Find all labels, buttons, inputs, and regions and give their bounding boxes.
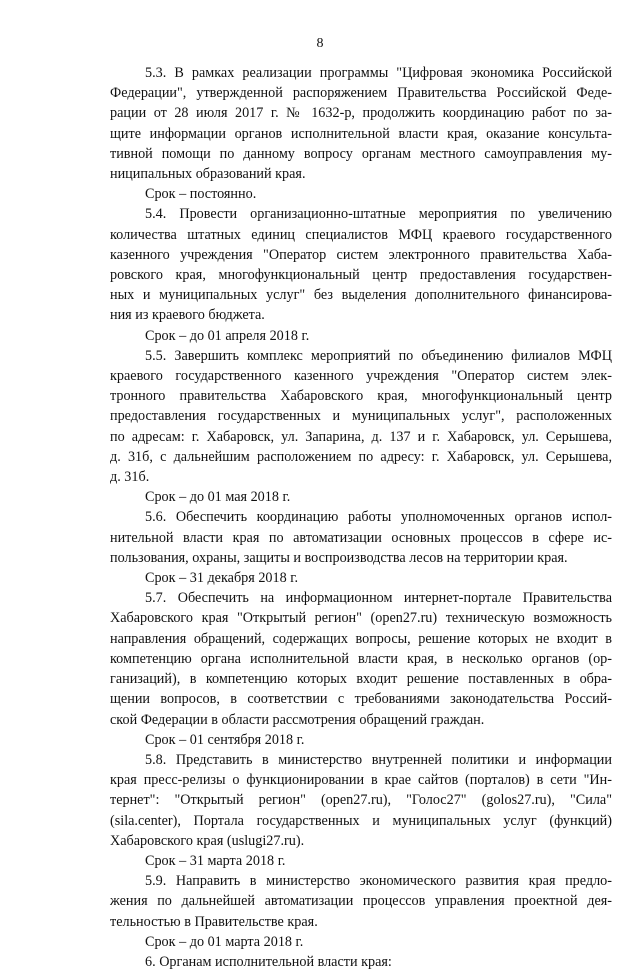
text-line: (sila.center), Портала государственных и муниципальных услуг (функций) [110,812,612,829]
text-line: пользования, охраны, защиты и воспроизводства лесов на территории края. [110,549,568,566]
text-line: ных и муниципальных услуг" без выделения дополнительного финансирова- [110,287,612,304]
text-line: ской Федерации в области рассмотрения обращений граждан. [110,711,485,728]
paragraph [110,952,612,972]
paragraph [110,346,612,487]
paragraph [110,730,612,750]
paragraph [110,184,612,204]
text-line: Срок – до 01 марта 2018 г. [145,933,304,950]
text-line: ниципальных образований края. [110,166,306,183]
text-line: направления обращений, содержащих вопросы, решение которых не входит в [110,630,612,647]
page-number: 8 [316,36,324,51]
text-line: краевого государственного казенного учреждения "Оператор систем элек- [110,368,612,385]
text-line: казенного учреждения "Оператор систем электронного правительства Хаба- [110,246,612,263]
text-line: тельностью в Правительстве края. [110,913,318,930]
paragraph [110,750,612,851]
text-line: Срок – 31 марта 2018 г. [145,852,286,869]
text-line: д. 31б. [110,469,150,486]
text-line: количества штатных единиц специалистов МФЦ краевого государственного [110,226,612,243]
document-body [110,63,612,972]
text-line: Федерации", утвержденной распоряжением Правительства Российской Феде- [110,85,612,102]
text-line: Хабаровского края (uslugi27.ru). [110,832,305,849]
text-line: рации от 28 июля 2017 г. № 1632-р, продолжить координацию работ по за- [110,105,612,122]
text-line: компетенцию органа исполнительной власти края, в несколько органов (ор- [110,650,612,667]
text-line: Срок – постоянно. [145,186,257,203]
text-line: 5.6. Обеспечить координацию работы уполномоченных органов испол- [145,509,612,526]
text-line: 6. Органам исполнительной власти края: [145,953,392,970]
text-line: тивной помощи по данному вопросу органам местного самоуправления му- [110,145,612,162]
text-line: жения по дальнейшей автоматизации процессов управления проектной дея- [110,893,612,910]
paragraph [110,487,612,507]
paragraph [110,568,612,588]
paragraph [110,932,612,952]
text-line: Хабаровского края "Открытый регион" (open27.ru) техническую возможность [110,610,612,627]
paragraph [110,851,612,871]
text-line: предоставления государственных и муниципальных услуг", расположенных [110,408,612,425]
text-line: 5.8. Представить в министерство внутренней политики и информации [145,751,612,768]
text-line: 5.9. Направить в министерство экономического развития края предло- [145,873,612,890]
text-line: нительной власти края по автоматизации основных процессов в сфере ис- [110,529,612,546]
text-line: д. 31б, с дальнейшим расположением по адресу: г. Хабаровск, ул. Серышева, [110,448,612,465]
text-line: 5.3. В рамках реализации программы "Цифровая экономика Российской [145,65,612,81]
paragraph [110,204,612,325]
paragraph [110,63,612,184]
text-line: щите информации органов исполнительной власти края, оказание консульта- [110,125,612,142]
paragraph [110,507,612,568]
text-line: щении вопросов, в соответствии с требованиями законодательства Россий- [110,691,612,708]
text-line: ганизаций), в компетенцию которых входит решение поставленных в обра- [110,671,612,688]
text-line: Срок – 01 сентября 2018 г. [145,731,305,748]
text-line: ния из краевого бюджета. [110,307,265,324]
text-line: 5.7. Обеспечить на информационном интернет-портале Правительства [145,590,612,607]
text-line: тернет": "Открытый регион" (open27.ru), "Голос27" (golos27.ru), "Сила" [110,792,612,809]
text-line: ровского края, многофункциональный центр предоставления государствен- [110,267,612,284]
paragraph [110,326,612,346]
text-line: Срок – 31 декабря 2018 г. [145,570,299,587]
text-line: по адресам: г. Хабаровск, ул. Запарина, д. 137 и г. Хабаровск, ул. Серышева, [110,428,612,445]
paragraph [110,871,612,932]
paragraph [110,588,612,729]
text-line: 5.5. Завершить комплекс мероприятий по объединению филиалов МФЦ [145,347,612,364]
text-line: края пресс-релизы о функционировании в крае сайтов (порталов) в сети "Ин- [110,772,612,789]
text-line: Срок – до 01 апреля 2018 г. [145,327,310,344]
text-line: Срок – до 01 мая 2018 г. [145,489,291,506]
text-line: 5.4. Провести организационно-штатные мероприятия по увеличению [145,206,612,223]
text-line: тронного правительства Хабаровского края, многофункциональный центр [110,388,612,405]
